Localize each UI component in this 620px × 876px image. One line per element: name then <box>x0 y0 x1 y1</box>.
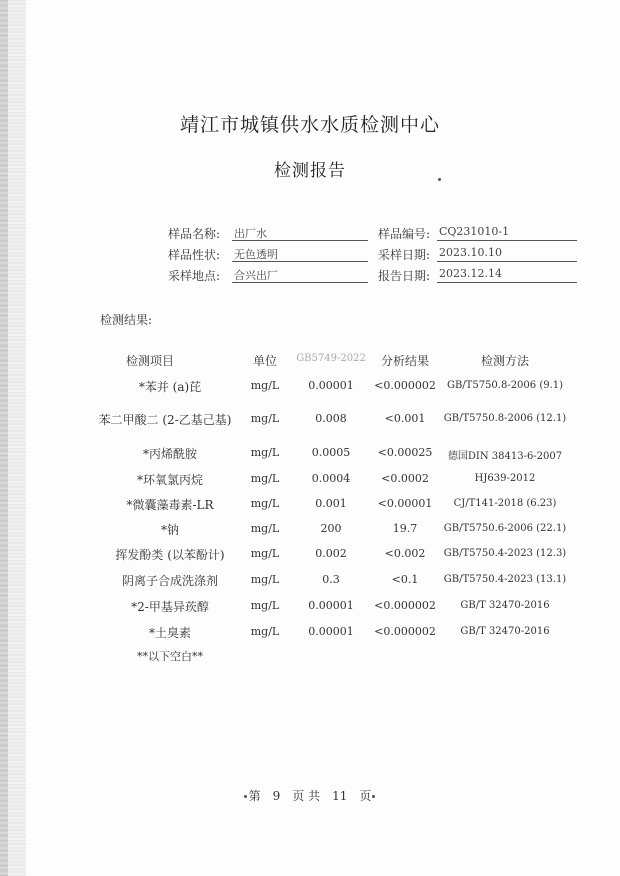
row-item: *微囊藻毒素-LR <box>126 498 214 512</box>
report-date-label: 报告日期: <box>377 269 430 283</box>
sample-state-label: 样品性状: <box>167 248 220 262</box>
row-method: GB/T5750.8-2006 (9.1) <box>446 380 564 391</box>
row-result: <0.0002 <box>381 472 429 485</box>
sample-state-value: 无色透明 <box>232 246 368 262</box>
row-unit: mg/L <box>250 599 280 612</box>
row-result: 19.7 <box>392 522 418 535</box>
row-standard: 0.0005 <box>311 446 351 459</box>
row-standard: 0.00001 <box>308 599 354 612</box>
row-item: *环氧氯丙烷 <box>136 473 203 487</box>
row-result: <0.001 <box>384 412 426 425</box>
row-item: *土臭素 <box>148 626 191 640</box>
sample-location-value: 合兴出厂 <box>232 267 368 283</box>
row-item: *钠 <box>160 523 179 537</box>
row-result: <0.000002 <box>374 379 436 392</box>
row-method: GB/T 32470-2016 <box>460 626 550 637</box>
row-result: <0.00025 <box>377 446 433 459</box>
end-of-table-note: **以下空白** <box>137 650 203 663</box>
row-standard: 0.001 <box>315 497 347 510</box>
report-date-value: 2023.12.14 <box>437 267 577 283</box>
row-method: GB/T5750.4-2023 (13.1) <box>443 574 567 585</box>
sample-location-label: 采样地点: <box>167 269 220 283</box>
ink-speck <box>438 178 441 181</box>
row-item: 苯二甲酸二 (2-乙基己基) <box>98 413 232 427</box>
row-unit: mg/L <box>250 446 280 459</box>
sample-name-label: 样品名称: <box>167 227 220 241</box>
page-footer <box>0 787 620 804</box>
row-result: <0.1 <box>391 573 419 586</box>
row-standard: 0.3 <box>322 573 340 586</box>
report-title: 检测报告 <box>274 161 346 181</box>
row-result: <0.002 <box>384 547 426 560</box>
header-standard: GB5749-2022 <box>296 353 366 364</box>
header-result: 分析结果 <box>380 354 429 368</box>
row-unit: mg/L <box>250 412 280 425</box>
row-unit: mg/L <box>250 379 280 392</box>
row-standard: 0.0004 <box>311 472 351 485</box>
row-method: HJ639-2012 <box>474 473 536 484</box>
footer-suffix: 页 <box>359 789 372 803</box>
ink-speck <box>244 795 247 798</box>
row-method: GB/T5750.4-2023 (12.3) <box>443 548 567 559</box>
row-method: GB/T5750.6-2006 (22.1) <box>443 523 567 534</box>
sample-date-label: 采样日期: <box>377 248 430 262</box>
row-unit: mg/L <box>250 497 280 510</box>
header-method: 检测方法 <box>480 354 529 368</box>
row-standard: 0.002 <box>315 547 347 560</box>
row-item: 挥发酚类 (以苯酚计) <box>115 548 225 562</box>
footer-total-pages: 11 <box>332 789 348 803</box>
row-standard: 0.00001 <box>308 379 354 392</box>
footer-middle: 页 共 <box>292 789 321 803</box>
footer-prefix: 第 <box>248 789 261 803</box>
row-item: *丙烯酰胺 <box>142 447 197 461</box>
row-unit: mg/L <box>250 625 280 638</box>
row-item: *苯并 (a)芘 <box>138 380 202 394</box>
results-section-label: 检测结果: <box>100 313 153 327</box>
row-item: *2-甲基异莰醇 <box>131 600 209 614</box>
header-item: 检测项目 <box>125 354 174 368</box>
row-unit: mg/L <box>250 573 280 586</box>
org-title: 靖江市城镇供水水质检测中心 <box>179 114 440 136</box>
row-result: <0.000002 <box>374 599 436 612</box>
row-standard: 200 <box>320 522 342 535</box>
row-standard: 0.008 <box>315 412 347 425</box>
sample-name-value: 出厂水 <box>232 225 368 241</box>
row-unit: mg/L <box>250 472 280 485</box>
row-method: GB/T 32470-2016 <box>460 600 550 611</box>
ink-speck <box>372 795 375 798</box>
sample-id-value: CQ231010-1 <box>437 225 577 241</box>
sample-id-label: 样品编号: <box>377 227 430 241</box>
footer-page-number: 9 <box>272 789 281 803</box>
row-result: <0.00001 <box>377 497 433 510</box>
row-standard: 0.00001 <box>308 625 354 638</box>
header-unit: 单位 <box>252 354 277 368</box>
row-unit: mg/L <box>250 522 280 535</box>
row-item: 阴离子合成洗涤剂 <box>121 574 218 588</box>
row-method: 德国DIN 38413-6-2007 <box>447 451 563 462</box>
row-method: CJ/T141-2018 (6.23) <box>453 498 557 509</box>
row-method: GB/T5750.8-2006 (12.1) <box>443 413 567 424</box>
row-result: <0.000002 <box>374 625 436 638</box>
row-unit: mg/L <box>250 547 280 560</box>
sample-date-value: 2023.10.10 <box>437 246 577 262</box>
